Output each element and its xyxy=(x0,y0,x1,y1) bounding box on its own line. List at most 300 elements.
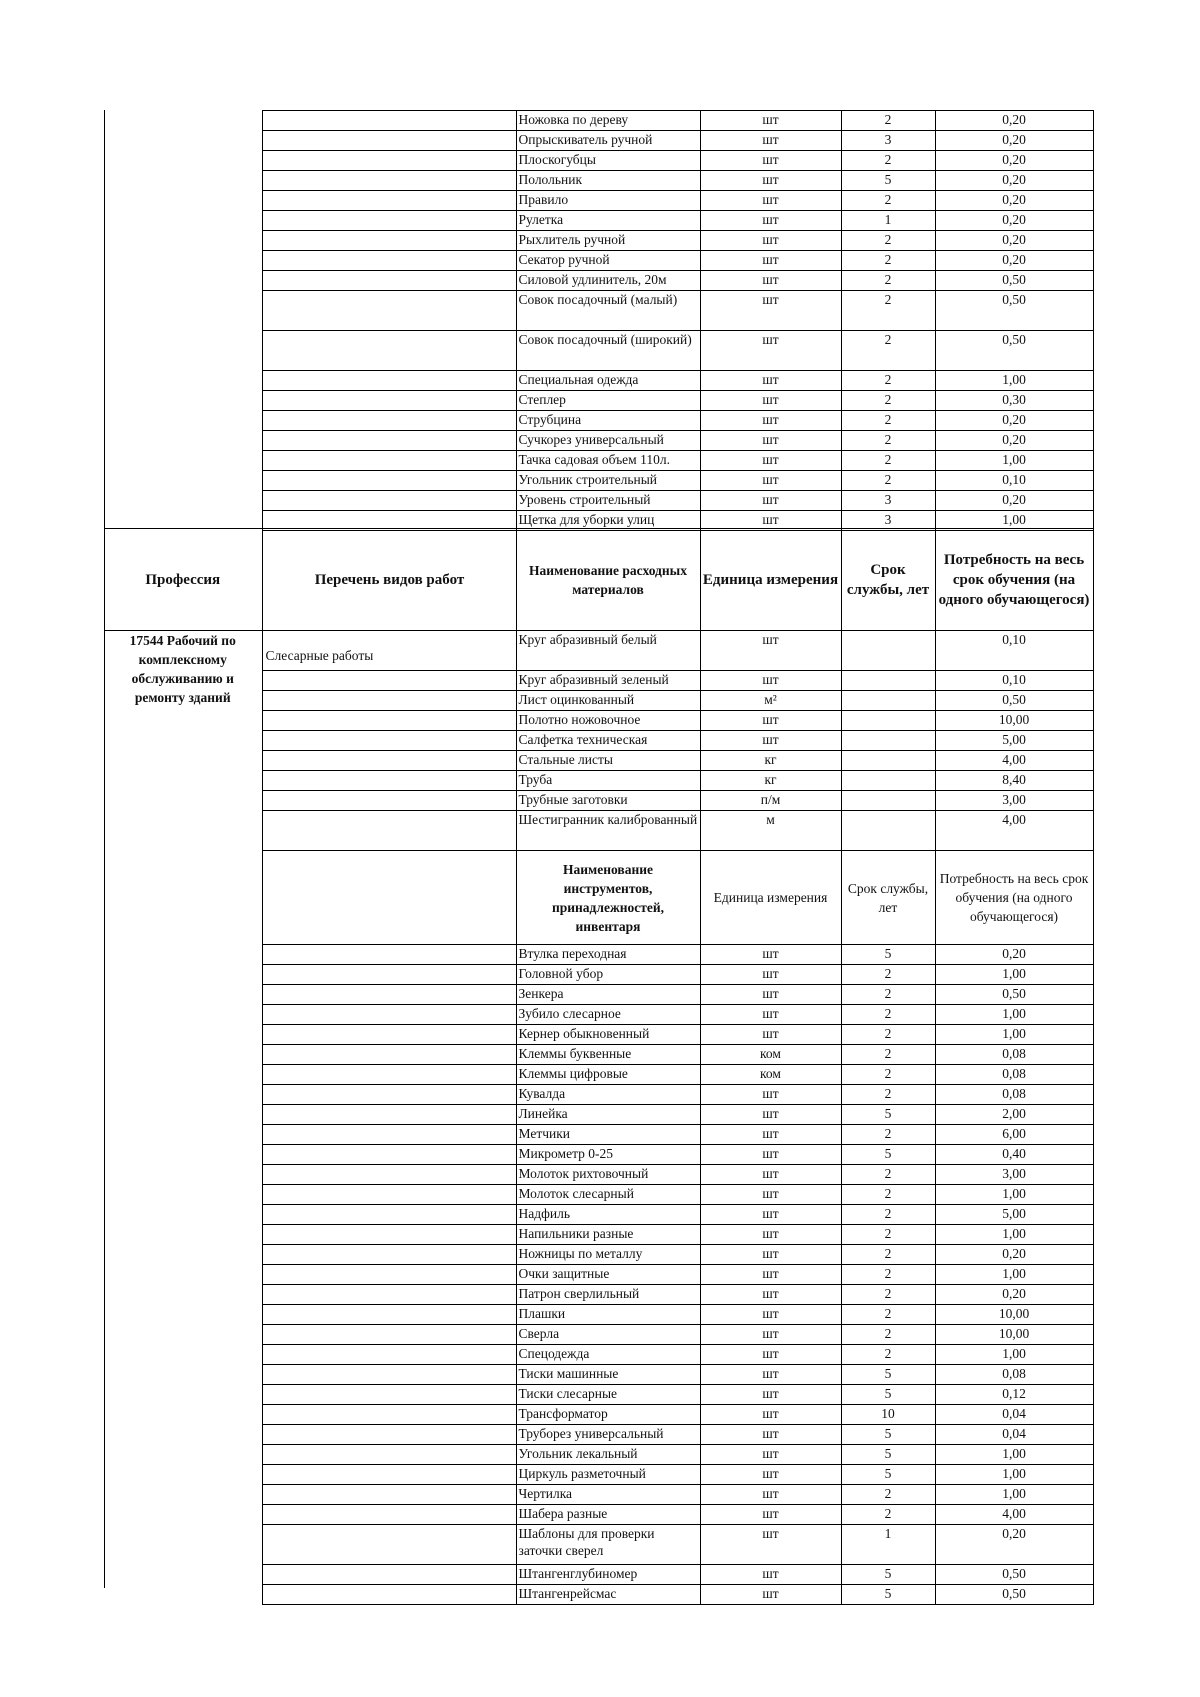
table-row xyxy=(104,1525,1093,1565)
item-life: 5 xyxy=(841,1365,935,1385)
table-row xyxy=(104,471,1093,491)
profession-cell xyxy=(104,1165,262,1185)
table-row xyxy=(104,1305,1093,1325)
item-unit: шт xyxy=(700,1585,841,1605)
tools-header xyxy=(104,851,1093,945)
table-row xyxy=(104,291,1093,331)
profession-cell xyxy=(104,131,262,151)
work-type-cell xyxy=(262,1425,516,1445)
work-type-cell xyxy=(262,1125,516,1145)
item-need: 4,00 xyxy=(935,1505,1093,1525)
item-name: Угольник строительный xyxy=(516,471,700,491)
item-need: 0,08 xyxy=(935,1065,1093,1085)
work-type-cell xyxy=(262,1105,516,1125)
profession-cell xyxy=(104,1505,262,1525)
work-type-cell xyxy=(262,231,516,251)
table-row xyxy=(104,211,1093,231)
item-name: Микрометр 0-25 xyxy=(516,1145,700,1165)
profession-name: 17544 Рабочий по комплексному обслуживанию и ремонту зданий xyxy=(129,633,236,705)
item-need: 0,08 xyxy=(935,1085,1093,1105)
work-type-cell xyxy=(262,411,516,431)
item-name: Плашки xyxy=(516,1305,700,1325)
item-need: 0,20 xyxy=(935,491,1093,511)
profession-cell xyxy=(104,111,262,131)
item-need: 0,20 xyxy=(935,431,1093,451)
item-unit: шт xyxy=(700,1365,841,1385)
item-life: 2 xyxy=(841,1045,935,1065)
work-type-cell xyxy=(262,391,516,411)
table-row xyxy=(104,1085,1093,1105)
table-row xyxy=(104,1245,1093,1265)
item-unit: шт xyxy=(700,111,841,131)
header-unit: Единица измерения xyxy=(700,529,841,631)
item-name: Клеммы цифровые xyxy=(516,1065,700,1085)
item-need: 3,00 xyxy=(935,791,1093,811)
item-unit: шт xyxy=(700,511,841,531)
work-type-cell xyxy=(262,1245,516,1265)
item-unit: шт xyxy=(700,411,841,431)
table-row xyxy=(104,251,1093,271)
item-life: 2 xyxy=(841,965,935,985)
profession-cell xyxy=(104,1525,262,1565)
profession-cell xyxy=(104,211,262,231)
table-row xyxy=(104,1125,1093,1145)
item-unit: шт xyxy=(700,731,841,751)
table-row xyxy=(104,1425,1093,1445)
item-unit: шт xyxy=(700,1565,841,1585)
item-name: Штангенглубиномер xyxy=(516,1565,700,1585)
item-name: Угольник лекальный xyxy=(516,1445,700,1465)
table-row xyxy=(104,985,1093,1005)
profession-cell xyxy=(104,1205,262,1225)
item-unit: шт xyxy=(700,1525,841,1565)
item-need: 0,20 xyxy=(935,211,1093,231)
header-life: Срок службы, лет xyxy=(841,529,935,631)
item-need: 10,00 xyxy=(935,711,1093,731)
item-unit: шт xyxy=(700,1285,841,1305)
item-life: 5 xyxy=(841,1585,935,1605)
item-need: 0,30 xyxy=(935,391,1093,411)
tools-part1-body xyxy=(104,111,1093,531)
table-row xyxy=(104,231,1093,251)
item-need: 0,04 xyxy=(935,1425,1093,1445)
item-life xyxy=(841,791,935,811)
work-type-cell xyxy=(262,1165,516,1185)
item-life xyxy=(841,751,935,771)
item-life: 1 xyxy=(841,1525,935,1565)
profession-cell xyxy=(104,1125,262,1145)
item-unit: шт xyxy=(700,1405,841,1425)
item-life: 2 xyxy=(841,151,935,171)
item-name: Рыхлитель ручной xyxy=(516,231,700,251)
work-type-cell xyxy=(262,731,516,751)
item-unit: шт xyxy=(700,371,841,391)
work-type-cell xyxy=(262,251,516,271)
item-need: 6,00 xyxy=(935,1125,1093,1145)
work-type-cell xyxy=(262,1045,516,1065)
item-life: 2 xyxy=(841,1505,935,1525)
item-unit: шт xyxy=(700,431,841,451)
item-name: Напильники разные xyxy=(516,1225,700,1245)
table-row xyxy=(104,271,1093,291)
item-need: 1,00 xyxy=(935,1485,1093,1505)
item-need: 0,50 xyxy=(935,985,1093,1005)
profession-cell xyxy=(104,1485,262,1505)
item-need: 8,40 xyxy=(935,771,1093,791)
item-life xyxy=(841,691,935,711)
item-unit: шт xyxy=(700,131,841,151)
item-need: 1,00 xyxy=(935,1465,1093,1485)
table-row xyxy=(104,1325,1093,1345)
profession-cell xyxy=(104,1045,262,1065)
item-need: 1,00 xyxy=(935,1345,1093,1365)
table-row xyxy=(104,1485,1093,1505)
profession-cell xyxy=(104,171,262,191)
table-row xyxy=(104,171,1093,191)
item-life: 5 xyxy=(841,1445,935,1465)
item-need: 1,00 xyxy=(935,965,1093,985)
item-name: Опрыскиватель ручной xyxy=(516,131,700,151)
work-type-cell xyxy=(262,1065,516,1085)
item-need: 0,20 xyxy=(935,171,1093,191)
item-life: 2 xyxy=(841,191,935,211)
item-life: 2 xyxy=(841,1185,935,1205)
item-need: 5,00 xyxy=(935,1205,1093,1225)
item-unit: шт xyxy=(700,1145,841,1165)
item-life: 2 xyxy=(841,1065,935,1085)
item-name: Труборез универсальный xyxy=(516,1425,700,1445)
work-type-cell xyxy=(262,431,516,451)
item-life: 2 xyxy=(841,1285,935,1305)
item-name: Сверла xyxy=(516,1325,700,1345)
item-unit: шт xyxy=(700,1185,841,1205)
work-type-cell xyxy=(262,1465,516,1485)
item-life: 2 xyxy=(841,251,935,271)
item-unit: шт xyxy=(700,1025,841,1045)
table-row xyxy=(104,631,1093,671)
item-need: 0,10 xyxy=(935,471,1093,491)
profession-cell xyxy=(104,945,262,965)
profession-cell xyxy=(104,985,262,1005)
table-row xyxy=(104,1105,1093,1125)
item-need: 0,50 xyxy=(935,1585,1093,1605)
item-name: Секатор ручной xyxy=(516,251,700,271)
profession-cell xyxy=(104,251,262,271)
main-table-header xyxy=(104,529,1093,631)
table-row xyxy=(104,1145,1093,1165)
item-life: 1 xyxy=(841,211,935,231)
item-life: 2 xyxy=(841,411,935,431)
item-life xyxy=(841,631,935,671)
item-unit: м² xyxy=(700,691,841,711)
table-row xyxy=(104,1345,1093,1365)
work-type-cell xyxy=(262,1405,516,1425)
profession-cell xyxy=(104,1105,262,1125)
item-unit: шт xyxy=(700,1125,841,1145)
item-unit: шт xyxy=(700,331,841,371)
profession-cell xyxy=(104,271,262,291)
work-type-cell xyxy=(262,1185,516,1205)
profession-cell xyxy=(104,1385,262,1405)
item-name: Шаблоны для проверки заточки сверел xyxy=(516,1525,700,1565)
item-life: 2 xyxy=(841,1245,935,1265)
item-name: Силовой удлинитель, 20м xyxy=(516,271,700,291)
item-name: Шабера разные xyxy=(516,1505,700,1525)
item-name: Струбцина xyxy=(516,411,700,431)
header2-life: Срок службы, лет xyxy=(841,851,935,945)
item-name: Патрон сверлильный xyxy=(516,1285,700,1305)
work-type-cell xyxy=(262,331,516,371)
table-row xyxy=(104,371,1093,391)
item-need: 0,20 xyxy=(935,945,1093,965)
profession-cell xyxy=(104,1245,262,1265)
item-life: 2 xyxy=(841,1305,935,1325)
item-need: 1,00 xyxy=(935,1265,1093,1285)
item-unit: шт xyxy=(700,451,841,471)
item-name: Шестигранник калиброванный xyxy=(516,811,700,851)
item-unit: шт xyxy=(700,491,841,511)
work-type-cell xyxy=(262,691,516,711)
profession-cell xyxy=(104,1145,262,1165)
work-type-cell xyxy=(262,191,516,211)
item-unit: шт xyxy=(700,1345,841,1365)
item-name: Спецодежда xyxy=(516,1345,700,1365)
item-name: Зубило слесарное xyxy=(516,1005,700,1025)
work-type-cell xyxy=(262,1365,516,1385)
table-row xyxy=(104,945,1093,965)
item-name: Ножницы по металлу xyxy=(516,1245,700,1265)
item-unit: шт xyxy=(700,1465,841,1485)
item-need: 0,20 xyxy=(935,131,1093,151)
profession-cell xyxy=(104,471,262,491)
item-life: 2 xyxy=(841,331,935,371)
item-unit: шт xyxy=(700,1505,841,1525)
table-row xyxy=(104,1185,1093,1205)
item-unit: п/м xyxy=(700,791,841,811)
item-need: 0,08 xyxy=(935,1365,1093,1385)
item-name: Лист оцинкованный xyxy=(516,691,700,711)
item-name: Зенкера xyxy=(516,985,700,1005)
item-life: 2 xyxy=(841,1345,935,1365)
item-unit: шт xyxy=(700,291,841,331)
table-row xyxy=(104,1225,1093,1245)
item-name: Штангенрейсмас xyxy=(516,1585,700,1605)
item-name: Чертилка xyxy=(516,1485,700,1505)
item-life: 2 xyxy=(841,391,935,411)
work-type-cell xyxy=(262,1285,516,1305)
profession-cell xyxy=(104,1425,262,1445)
work-type-cell xyxy=(262,671,516,691)
tools-part2-body xyxy=(104,945,1093,1605)
item-name: Трансформатор xyxy=(516,1405,700,1425)
item-life: 2 xyxy=(841,985,935,1005)
item-need: 0,50 xyxy=(935,691,1093,711)
item-name: Метчики xyxy=(516,1125,700,1145)
profession-cell xyxy=(104,1005,262,1025)
item-life: 2 xyxy=(841,1125,935,1145)
profession-cell xyxy=(104,491,262,511)
item-name: Круг абразивный зеленый xyxy=(516,671,700,691)
work-type-cell xyxy=(262,1565,516,1585)
profession-cell xyxy=(104,1405,262,1425)
table-row xyxy=(104,1025,1093,1045)
item-name: Уровень строительный xyxy=(516,491,700,511)
item-name: Тиски слесарные xyxy=(516,1385,700,1405)
item-unit: шт xyxy=(700,671,841,691)
profession-cell xyxy=(104,1565,262,1585)
table-row xyxy=(104,1285,1093,1305)
item-name: Трубные заготовки xyxy=(516,791,700,811)
profession-cell xyxy=(104,231,262,251)
item-unit: м xyxy=(700,811,841,851)
work-type-cell xyxy=(262,811,516,851)
item-unit: шт xyxy=(700,1245,841,1265)
profession-cell xyxy=(104,1585,262,1605)
item-life: 2 xyxy=(841,1325,935,1345)
materials-table xyxy=(104,528,1093,1605)
profession-cell xyxy=(104,1365,262,1385)
item-need: 0,20 xyxy=(935,1245,1093,1265)
table-row xyxy=(104,1165,1093,1185)
profession-cell xyxy=(104,1305,262,1325)
item-life: 5 xyxy=(841,1465,935,1485)
profession-cell xyxy=(104,1265,262,1285)
item-life: 3 xyxy=(841,491,935,511)
profession-cell xyxy=(104,411,262,431)
table-row xyxy=(104,1565,1093,1585)
item-unit: шт xyxy=(700,191,841,211)
profession-cell xyxy=(104,191,262,211)
work-type-cell xyxy=(262,1525,516,1565)
item-name: Молоток рихтовочный xyxy=(516,1165,700,1185)
item-name: Ножовка по дереву xyxy=(516,111,700,131)
item-unit: шт xyxy=(700,1085,841,1105)
profession-cell xyxy=(104,1065,262,1085)
item-need: 0,50 xyxy=(935,331,1093,371)
table-row xyxy=(104,1045,1093,1065)
item-unit: шт xyxy=(700,965,841,985)
profession-cell xyxy=(104,1225,262,1245)
work-type-cell xyxy=(262,1505,516,1525)
item-name: Надфиль xyxy=(516,1205,700,1225)
table-row xyxy=(104,131,1093,151)
item-unit: шт xyxy=(700,1325,841,1345)
work-type-cell xyxy=(262,1585,516,1605)
item-need: 0,20 xyxy=(935,1285,1093,1305)
item-need: 0,20 xyxy=(935,251,1093,271)
tools-table-continued xyxy=(104,110,1093,531)
item-life: 2 xyxy=(841,111,935,131)
table-row xyxy=(104,451,1093,471)
item-name: Втулка переходная xyxy=(516,945,700,965)
item-unit: шт xyxy=(700,211,841,231)
item-unit: шт xyxy=(700,271,841,291)
item-life: 5 xyxy=(841,1425,935,1445)
item-unit: шт xyxy=(700,711,841,731)
work-type-name: Слесарные работы xyxy=(262,631,516,671)
work-type-cell xyxy=(262,211,516,231)
item-unit: ком xyxy=(700,1065,841,1085)
item-life xyxy=(841,731,935,751)
header2-tools: Наименование инструментов, принадлежностей, инвентаря xyxy=(516,851,700,945)
item-need: 0,20 xyxy=(935,111,1093,131)
table-row xyxy=(104,491,1093,511)
table-row xyxy=(104,391,1093,411)
table-row xyxy=(104,1065,1093,1085)
item-need: 0,50 xyxy=(935,271,1093,291)
profession-cell xyxy=(104,371,262,391)
table-row xyxy=(104,1385,1093,1405)
table-row xyxy=(104,1365,1093,1385)
work-type-cell xyxy=(262,1445,516,1465)
table-row xyxy=(104,1405,1093,1425)
profession-cell xyxy=(104,1465,262,1485)
work-type-cell xyxy=(262,1145,516,1165)
header-works: Перечень видов работ xyxy=(262,529,516,631)
item-need: 2,00 xyxy=(935,1105,1093,1125)
item-need: 0,08 xyxy=(935,1045,1093,1065)
item-name: Циркуль разметочный xyxy=(516,1465,700,1485)
item-name: Степлер xyxy=(516,391,700,411)
item-name: Специальная одежда xyxy=(516,371,700,391)
profession-cell xyxy=(104,451,262,471)
item-name: Кернер обыкновенный xyxy=(516,1025,700,1045)
item-life: 2 xyxy=(841,1085,935,1105)
item-need: 0,20 xyxy=(935,151,1093,171)
profession-cell xyxy=(104,431,262,451)
item-name: Головной убор xyxy=(516,965,700,985)
item-life: 5 xyxy=(841,945,935,965)
item-need: 4,00 xyxy=(935,811,1093,851)
item-need: 0,20 xyxy=(935,411,1093,431)
work-type-cell xyxy=(262,791,516,811)
item-unit: кг xyxy=(700,771,841,791)
work-type-cell xyxy=(262,965,516,985)
item-life: 2 xyxy=(841,1005,935,1025)
tools-header-row xyxy=(104,851,1093,945)
item-name: Очки защитные xyxy=(516,1265,700,1285)
profession-cell xyxy=(104,1025,262,1045)
work-type-cell xyxy=(262,151,516,171)
table-row xyxy=(104,965,1093,985)
header-need: Потребность на весь срок обучения (на одного обучающегося) xyxy=(935,529,1093,631)
item-need: 10,00 xyxy=(935,1305,1093,1325)
item-life: 2 xyxy=(841,451,935,471)
item-life: 3 xyxy=(841,511,935,531)
work-type-cell xyxy=(262,131,516,151)
item-unit: шт xyxy=(700,631,841,671)
item-unit: шт xyxy=(700,1485,841,1505)
work-type-cell xyxy=(262,1345,516,1365)
item-unit: шт xyxy=(700,1385,841,1405)
item-life: 2 xyxy=(841,1165,935,1185)
work-type-cell xyxy=(262,1205,516,1225)
item-life: 5 xyxy=(841,171,935,191)
work-type-cell xyxy=(262,1025,516,1045)
item-life: 2 xyxy=(841,231,935,251)
profession-cell xyxy=(104,1185,262,1205)
item-need: 1,00 xyxy=(935,511,1093,531)
item-name: Совок посадочный (широкий) xyxy=(516,331,700,371)
item-unit: шт xyxy=(700,1005,841,1025)
item-name: Молоток слесарный xyxy=(516,1185,700,1205)
item-unit: шт xyxy=(700,1205,841,1225)
item-life xyxy=(841,671,935,691)
item-unit: ком xyxy=(700,1045,841,1065)
work-type-cell xyxy=(262,291,516,331)
item-need: 1,00 xyxy=(935,1185,1093,1205)
table-row xyxy=(104,331,1093,371)
